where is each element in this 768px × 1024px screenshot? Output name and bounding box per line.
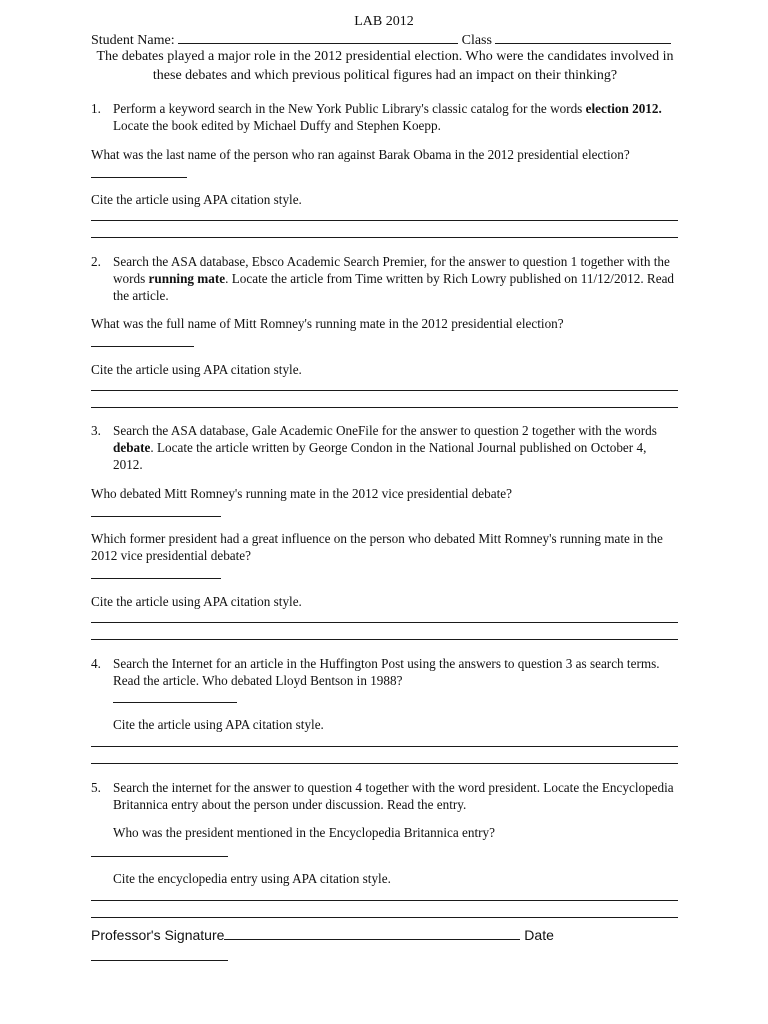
date-label: Date: [524, 927, 554, 943]
q4-number: 4.: [91, 656, 101, 671]
q1-answer-line[interactable]: [91, 177, 187, 178]
q3-instructions: [113, 422, 679, 473]
q1-question: What was the last name of the person who ran against Barak Obama in the 2012 presidential election?: [91, 147, 630, 162]
q1-number: 1.: [91, 101, 101, 116]
q2-number: 2.: [91, 254, 101, 269]
q2-citation-line-2[interactable]: [91, 407, 678, 408]
page-title: LAB 2012: [354, 14, 414, 29]
signature-field[interactable]: [224, 926, 520, 940]
q1-citation-line-2[interactable]: [91, 237, 678, 238]
class-label: Class: [461, 33, 492, 48]
q2-instructions: [113, 253, 679, 304]
q1-instructions: [113, 100, 679, 134]
q4-answer-line[interactable]: [113, 702, 237, 703]
q2-question: What was the full name of Mitt Romney's running mate in the 2012 presidential election?: [91, 316, 564, 331]
q1-keyword: election 2012.: [585, 101, 662, 116]
q1-cite: Cite the article using APA citation style.: [91, 192, 302, 207]
q3-cite: Cite the article using APA citation style.: [91, 594, 302, 609]
q1-citation-line-1[interactable]: [91, 220, 678, 221]
date-field[interactable]: [91, 960, 228, 961]
q3-answer-line-b[interactable]: [91, 578, 221, 579]
q3-question-a: Who debated Mitt Romney's running mate in the 2012 vice presidential debate?: [91, 486, 512, 501]
q5-cite: Cite the encyclopedia entry using APA citation style.: [113, 871, 391, 886]
q4-cite: Cite the article using APA citation style.: [113, 717, 324, 732]
student-name-field[interactable]: [178, 31, 458, 44]
q1-text-b: Locate the book edited by Michael Duffy and Stephen Koepp.: [113, 118, 441, 133]
q5-answer-line[interactable]: [91, 856, 228, 857]
q3-citation-line-2[interactable]: [91, 639, 678, 640]
q5-citation-line-2[interactable]: [91, 917, 678, 918]
q2-answer-line[interactable]: [91, 346, 194, 347]
q2-keyword: running mate: [148, 271, 226, 286]
q5-instructions: Search the internet for the answer to question 4 together with the word president. Locate the Encyclopedia Britannica entry about the person under discussion. Read the entry.: [113, 780, 674, 812]
q3-citation-line-1[interactable]: [91, 622, 678, 623]
q2-text-b: . Locate the article from Time written by Rich Lowry published on 11/12/2012. Read the article.: [113, 271, 675, 303]
intro-paragraph: The debates played a major role in the 2012 presidential election. Who were the candidates involved in these debates and which previous political figures had an impact on their thinking?: [96, 49, 674, 83]
q5-citation-line-1[interactable]: [91, 900, 678, 901]
q3-text-a: Search the ASA database, Gale Academic OneFile for the answer to question 2 together with the words: [113, 423, 657, 438]
q3-number: 3.: [91, 423, 101, 438]
q3-keyword: debate: [113, 440, 151, 455]
q5-question: Who was the president mentioned in the Encyclopedia Britannica entry?: [113, 825, 495, 840]
class-field[interactable]: [495, 31, 671, 44]
signature-label: Professor's Signature: [91, 927, 225, 943]
signature-row: [91, 926, 679, 944]
student-name-label: Student Name:: [91, 33, 175, 48]
q2-text-a: Search the ASA database, Ebsco Academic Search Premier, for the answer to question 1 together with the words: [113, 254, 670, 286]
q4-instructions: Search the Internet for an article in the Huffington Post using the answers to question 3 as search terms. Read the article. Who debated Lloyd Bentson in 1988?: [113, 656, 660, 688]
q1-text-a: Perform a keyword search in the New York Public Library's classic catalog for the words: [113, 101, 586, 116]
q3-answer-line-a[interactable]: [91, 516, 221, 517]
q2-cite: Cite the article using APA citation style.: [91, 362, 302, 377]
q3-question-b: Which former president had a great influence on the person who debated Mitt Romney's running mate in the 2012 vice presidential debate?: [91, 531, 663, 563]
q3-text-b: . Locate the article written by George Condon in the National Journal published on October 4, 2012.: [113, 440, 647, 472]
q5-number: 5.: [91, 780, 101, 795]
q4-citation-line-2[interactable]: [91, 763, 678, 764]
q4-citation-line-1[interactable]: [91, 746, 678, 747]
q2-citation-line-1[interactable]: [91, 390, 678, 391]
